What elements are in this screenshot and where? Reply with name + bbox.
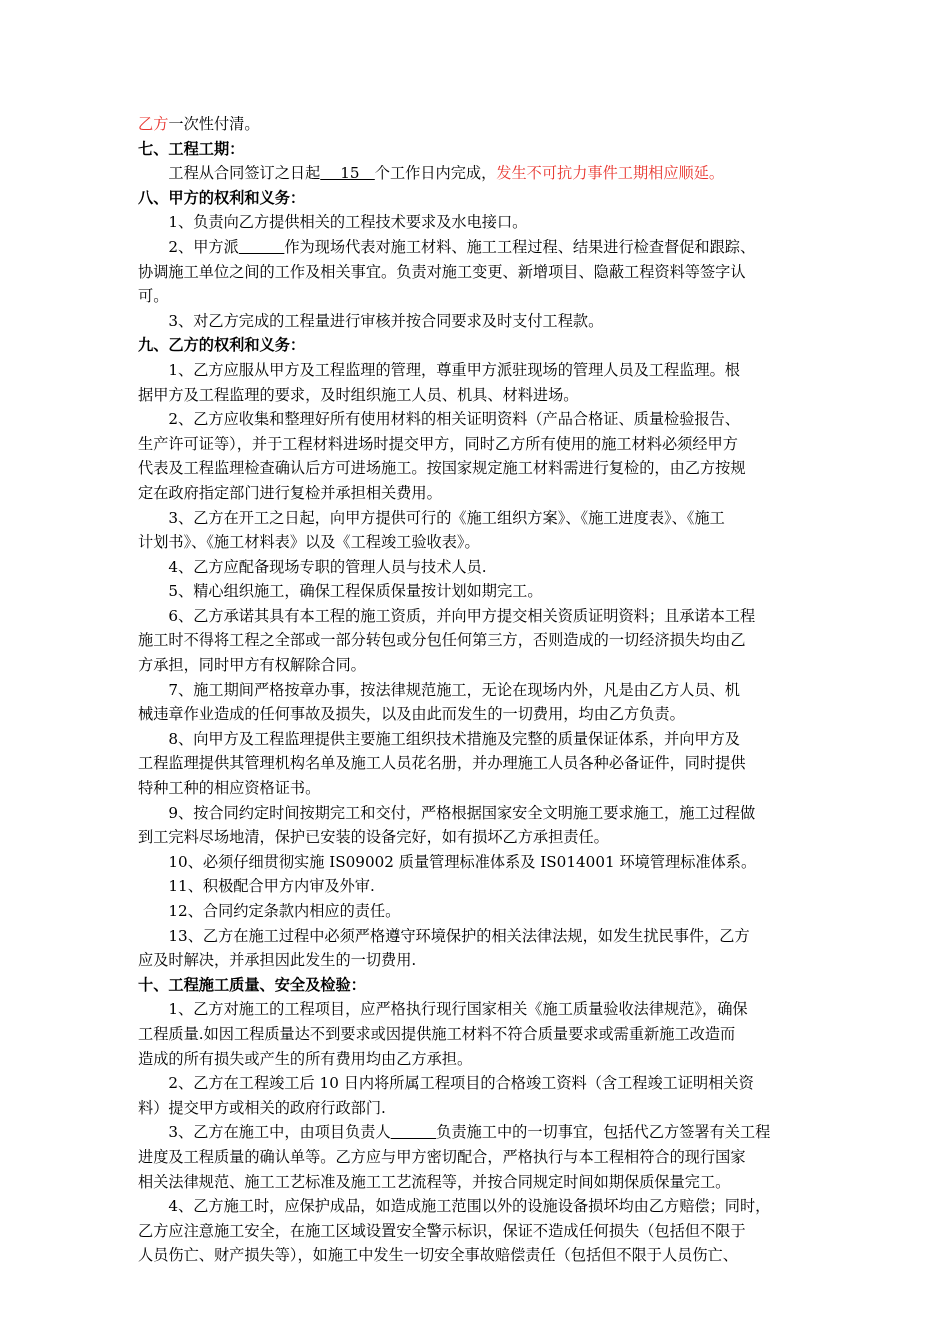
text-segment: 负责施工中的一切事宜，包括代乙方签署有关工程 (436, 1123, 771, 1142)
text-segment: 1、乙方应服从甲方及工程监理的管理，尊重甲方派驻现场的管理人员及工程监理。根 (138, 360, 740, 379)
text-segment: 施工时不得将工程之全部或一部分转包或分包任何第三方，否则造成的一切经济损失均由乙 (138, 631, 746, 650)
highlighted-text: 乙方 (138, 115, 169, 133)
section-heading (138, 137, 828, 162)
text-segment: 工程监理提供其管理机构名单及施工人员花名册，并办理施工人员各种必备证件，同时提供 (138, 754, 746, 773)
paragraph-line (138, 456, 828, 481)
paragraph-line (138, 407, 828, 432)
text-segment: 12、合同约定条款内相应的责任。 (138, 902, 401, 920)
text-segment: 九、乙方的权利和义务： (138, 336, 306, 355)
paragraph-line (138, 702, 828, 727)
text-segment: 3、乙方在开工之日起，向甲方提供可行的《施工组织方案》、《施工进度表》、《施工 (138, 508, 725, 527)
text-segment: 3、乙方在施工中，由项目负责人 (138, 1123, 391, 1142)
text-segment: 3、对乙方完成的工程量进行审核并按合同要求及时支付工程款。 (138, 311, 604, 330)
paragraph-line (138, 112, 828, 137)
blank-fill-field: 15 (320, 164, 375, 183)
text-segment: 4、乙方应配备现场专职的管理人员与技术人员. (138, 557, 487, 576)
paragraph-line (138, 210, 828, 235)
text-segment: 5、精心组织施工，确保工程保质保量按计划如期完工。 (138, 582, 543, 601)
text-segment: 1、乙方对施工的工程项目，应严格执行现行国家相关《施工质量验收法律规范》，确保 (138, 1000, 748, 1019)
text-segment: 械违章作业造成的任何事故及损失，以及由此而发生的一切费用，均由乙方负责。 (138, 705, 685, 724)
paragraph-line (138, 1047, 828, 1072)
text-segment: 6、乙方承诺其具有本工程的施工资质，并向甲方提交相关资质证明资料；且承诺本工程 (138, 606, 756, 625)
text-segment: 协调施工单位之间的工作及相关事宜。负责对施工变更、新增项目、隐蔽工程资料等签字认 (138, 262, 746, 281)
text-segment: 方承担，同时甲方有权解除合同。 (138, 656, 366, 675)
blank-fill-field (391, 1123, 437, 1141)
paragraph-line (138, 850, 828, 875)
paragraph-line (138, 1071, 828, 1096)
paragraph-line (138, 727, 828, 752)
text-segment: 9、按合同约定时间按期完工和交付，严格根据国家安全文明施工要求施工，施工过程做 (138, 803, 756, 822)
text-segment: 料）提交甲方或相关的政府行政部门. (138, 1098, 386, 1117)
text-segment: 10、必须仔细贯彻实施 IS09002 质量管理标准体系及 IS014001 环境管理标准体系。 (138, 852, 757, 871)
text-segment: 进度及工程质量的确认单等。乙方应与甲方密切配合，严格执行与本工程相符合的现行国家 (138, 1147, 746, 1166)
paragraph-line (138, 899, 828, 924)
paragraph-line (138, 801, 828, 826)
text-segment: 八、甲方的权利和义务： (138, 188, 306, 207)
paragraph-line (138, 924, 828, 949)
text-segment: 造成的所有损失或产生的所有费用均由乙方承担。 (138, 1049, 473, 1068)
paragraph-line (138, 1022, 828, 1047)
paragraph-line (138, 678, 828, 703)
paragraph-line (138, 260, 828, 285)
section-heading (138, 186, 828, 211)
text-segment: 据甲方及工程监理的要求，及时组织施工人员、机具、材料进场。 (138, 385, 579, 404)
contract-page-body (138, 112, 828, 1268)
text-segment: 乙方应注意施工安全，在施工区域设置安全警示标识，保证不造成任何损失（包括但不限于 (138, 1221, 746, 1240)
paragraph-line (138, 161, 828, 186)
paragraph-line (138, 1096, 828, 1121)
paragraph-line (138, 579, 828, 604)
text-segment: 工程从合同签订之日起 (138, 164, 321, 183)
highlighted-text: 发生不可抗力事件工期相应顺延。 (496, 164, 725, 183)
text-segment: 2、乙方在工程竣工后 10 日内将所属工程项目的合格竣工资料（含工程竣工证明相关资 (138, 1074, 754, 1093)
section-heading (138, 333, 828, 358)
text-segment: 8、向甲方及工程监理提供主要施工组织技术措施及完整的质量保证体系，并向甲方及 (138, 729, 740, 748)
section-heading (138, 973, 828, 998)
paragraph-line (138, 1120, 828, 1145)
paragraph-line (138, 284, 828, 309)
text-segment: 2、乙方应收集和整理好所有使用材料的相关证明资料（产品合格证、质量检验报告、 (138, 410, 740, 429)
paragraph-line (138, 432, 828, 457)
text-segment: 13、乙方在施工过程中必须严格遵守环境保护的相关法律法规，如发生扰民事件，乙方 (138, 926, 750, 945)
text-segment: 7、施工期间严格按章办事，按法律规范施工，无论在现场内外，凡是由乙方人员、机 (138, 680, 740, 699)
paragraph-line (138, 1219, 828, 1244)
text-segment: 作为现场代表对施工材料、施工工程过程、结果进行检查督促和跟踪、 (284, 237, 756, 256)
text-segment: 七、工程工期： (138, 139, 245, 158)
paragraph-line (138, 604, 828, 629)
text-segment: 2、甲方派 (138, 237, 239, 256)
paragraph-line (138, 653, 828, 678)
paragraph-line (138, 1194, 828, 1219)
text-segment: 到工完料尽场地清，保护已安装的设备完好，如有损坏乙方承担责任。 (138, 828, 609, 847)
paragraph-line (138, 628, 828, 653)
paragraph-line (138, 309, 828, 334)
text-segment: 生产许可证等），并于工程材料进场时提交甲方，同时乙方所有使用的施工材料必须经甲方 (138, 434, 738, 453)
text-segment: 应及时解决，并承担因此发生的一切费用. (138, 951, 417, 970)
paragraph-line (138, 555, 828, 580)
text-segment: 一次性付清。 (168, 115, 260, 133)
text-segment: 个工作日内完成， (374, 164, 497, 183)
paragraph-line (138, 776, 828, 801)
text-segment: 十、工程施工质量、安全及检验： (138, 975, 366, 994)
paragraph-line (138, 506, 828, 531)
text-segment: 可。 (138, 287, 169, 306)
paragraph-line (138, 1243, 828, 1268)
text-segment: 代表及工程监理检查确认后方可进场施工。按国家规定施工材料需进行复检的，由乙方按规 (138, 459, 746, 478)
paragraph-line (138, 481, 828, 506)
paragraph-line (138, 530, 828, 555)
text-segment: 1、负责向乙方提供相关的工程技术要求及水电接口。 (138, 213, 528, 232)
paragraph-line (138, 997, 828, 1022)
text-segment: 11、积极配合甲方内审及外审. (138, 877, 375, 896)
paragraph-line (138, 825, 828, 850)
paragraph-line (138, 1170, 828, 1195)
paragraph-line (138, 358, 828, 383)
text-segment: 4、乙方施工时，应保护成品，如造成施工范围以外的设施设备损坏均由乙方赔偿；同时， (138, 1197, 771, 1216)
text-segment: 人员伤亡、财产损失等），如施工中发生一切安全事故赔偿责任（包括但不限于人员伤亡、 (138, 1246, 738, 1265)
blank-fill-field (239, 238, 285, 256)
paragraph-line (138, 235, 828, 260)
paragraph-line (138, 874, 828, 899)
text-segment: 定在政府指定部门进行复检并承担相关费用。 (138, 483, 442, 502)
text-segment: 相关法律规范、施工工艺标准及施工工艺流程等，并按合同规定时间如期保质保量完工。 (138, 1172, 731, 1191)
text-segment: 工程质量.如因工程质量达不到要求或因提供施工材料不符合质量要求或需重新施工改造而 (138, 1024, 736, 1043)
paragraph-line (138, 948, 828, 973)
paragraph-line (138, 1145, 828, 1170)
paragraph-line (138, 751, 828, 776)
text-segment: 计划书》、《施工材料表》以及《工程竣工验收表》。 (138, 533, 480, 552)
paragraph-line (138, 383, 828, 408)
text-segment: 特种工种的相应资格证书。 (138, 779, 321, 798)
